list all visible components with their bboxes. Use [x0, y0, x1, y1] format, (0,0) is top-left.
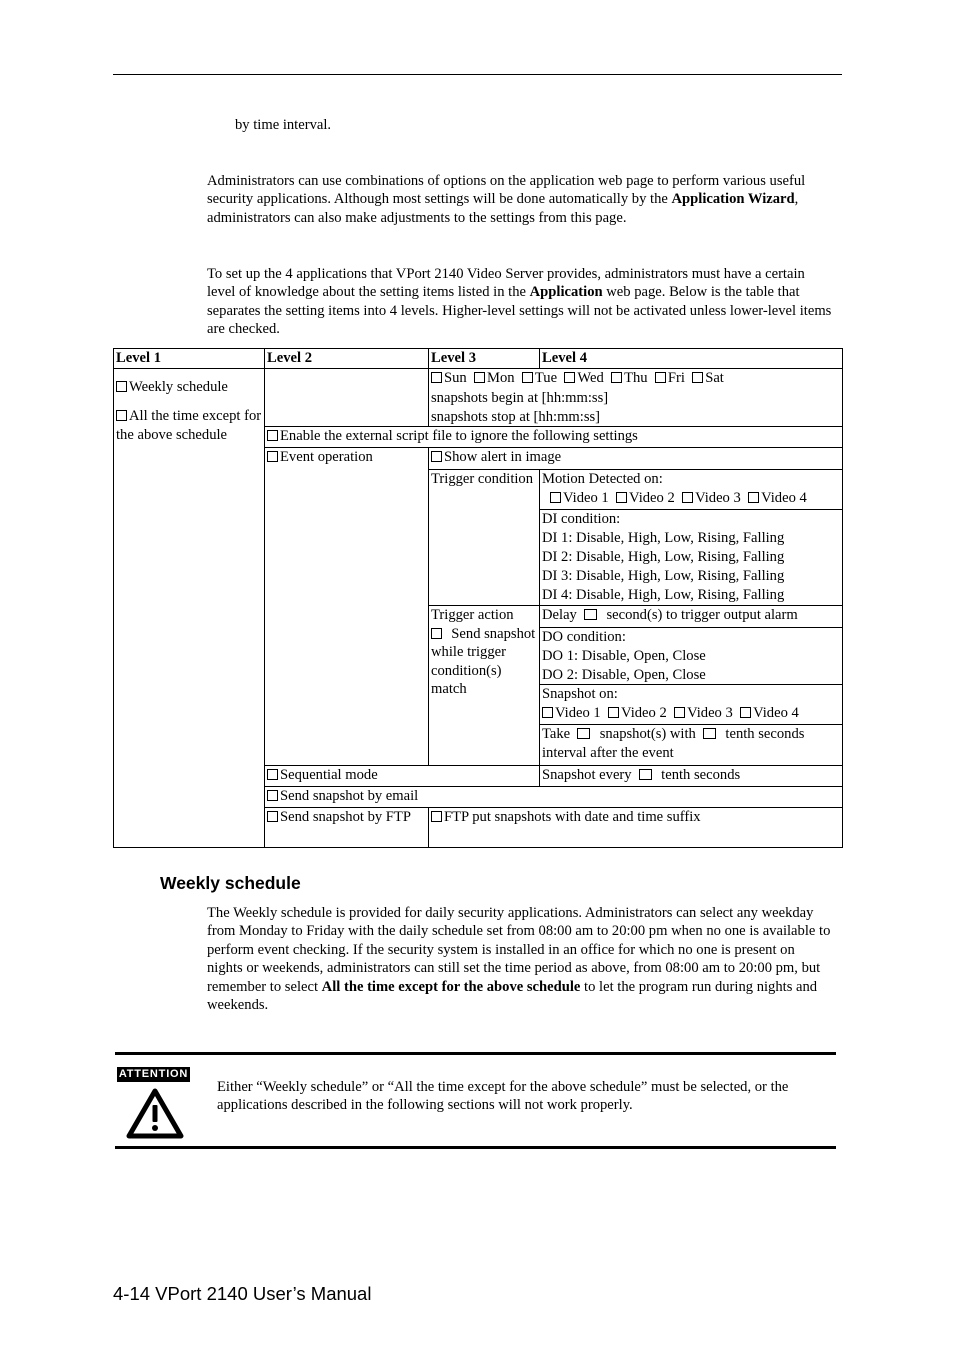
- do-2: DO 2: Disable, Open, Close: [540, 666, 843, 685]
- day-wed[interactable]: Wed: [564, 370, 603, 386]
- snapshot-video-1[interactable]: Video 1: [542, 705, 601, 721]
- ftp-put-option[interactable]: FTP put snapshots with date and time suffix: [429, 808, 843, 848]
- motion-detected-cell: Motion Detected on: Video 1 Video 2 Video 3 Video 4: [540, 470, 843, 510]
- days-cell: [429, 368, 843, 427]
- weekly-schedule-option[interactable]: Weekly schedule: [116, 378, 262, 397]
- paragraph-weekly-schedule: The Weekly schedule is provided for daily security applications. Administrators can select any weekday from Monday to Friday with the daily schedule set from 08:00 am to 20:00 pm when no one is available to perform event checking. If the security system is installed in an office for which no one is present on nights or weekends, administrators can still set the time period as above, from 08:00 am to 20:00 pm, but remember to select All the time except for the above schedule to let the program run during nights and weekends.: [207, 905, 831, 1014]
- di-1: DI 1: Disable, High, Low, Rising, Falling: [540, 529, 843, 548]
- motion-video-4[interactable]: Video 4: [748, 490, 807, 506]
- snapshots-stop: snapshots stop at [hh:mm:ss]: [431, 408, 601, 425]
- delay-cell: Delay second(s) to trigger output alarm: [540, 606, 843, 628]
- do-1: DO 1: Disable, Open, Close: [540, 647, 843, 666]
- snapshot-every-cell: Snapshot every tenth seconds: [540, 766, 843, 787]
- di-title: DI condition:: [540, 510, 843, 529]
- di-4: DI 4: Disable, High, Low, Rising, Falling: [540, 586, 843, 606]
- header-level-3: Level 3: [429, 349, 540, 369]
- take-snapshots-cell: Take snapshot(s) with tenth seconds interval after the event: [540, 725, 843, 766]
- motion-video-2[interactable]: Video 2: [616, 490, 675, 506]
- settings-level-table: [113, 348, 843, 848]
- alltime-option[interactable]: All the time except for the above schedule: [116, 408, 262, 443]
- di-2: DI 2: Disable, High, Low, Rising, Falling: [540, 548, 843, 567]
- header-level-1: Level 1: [114, 349, 265, 369]
- intro-text: by time interval.: [235, 117, 332, 133]
- day-sun[interactable]: Sun: [431, 370, 467, 386]
- header-level-2: Level 2: [265, 349, 429, 369]
- trigger-condition-label: Trigger condition: [429, 470, 540, 606]
- attention-text: Either “Weekly schedule” or “All the time except for the above schedule” must be selected, or the applications described in the following sections will not work properly.: [217, 1079, 789, 1114]
- snapshot-video-4[interactable]: Video 4: [740, 705, 799, 721]
- paragraph-levels: To set up the 4 applications that VPort 2140 Video Server provides, administrators must have a certain level of knowledge about the setting items listed in the Application web page. Below is the table that separates the setting items into 4 levels. Higher-level settings will not be activated unless lower-level items are checked.: [207, 266, 832, 338]
- page-footer: 4-14 VPort 2140 User’s Manual: [113, 1283, 372, 1304]
- alltime-checkbox[interactable]: [116, 410, 127, 421]
- section-heading: Weekly schedule: [160, 873, 301, 893]
- attention-bottom-rule: [115, 1146, 836, 1149]
- do-title: DO condition:: [540, 628, 843, 647]
- header-level-4: Level 4: [540, 349, 843, 369]
- motion-video-1[interactable]: Video 1: [550, 490, 609, 506]
- warning-icon: [126, 1088, 184, 1140]
- delay-input[interactable]: [584, 609, 597, 620]
- day-fri[interactable]: Fri: [655, 370, 685, 386]
- external-script-option[interactable]: Enable the external script file to ignore the following settings: [265, 427, 843, 448]
- snapshots-begin: snapshots begin at [hh:mm:ss]: [431, 390, 609, 406]
- show-alert-option[interactable]: Show alert in image: [429, 448, 843, 470]
- day-thu[interactable]: Thu: [611, 370, 648, 386]
- attention-top-rule: [115, 1052, 836, 1055]
- day-mon[interactable]: Mon: [474, 370, 515, 386]
- empty-cell: [265, 368, 429, 427]
- take-interval-input[interactable]: [703, 728, 716, 739]
- sequential-mode-option[interactable]: Sequential mode: [265, 766, 540, 787]
- send-email-option[interactable]: Send snapshot by email: [265, 787, 843, 808]
- snapshot-on-cell: Snapshot on: Video 1 Video 2 Video 3 Video 4: [540, 685, 843, 725]
- take-count-input[interactable]: [577, 728, 590, 739]
- event-operation-option[interactable]: Event operation: [265, 448, 429, 766]
- level1-cell: [114, 368, 265, 848]
- day-tue[interactable]: Tue: [522, 370, 557, 386]
- paragraph-combinations: Administrators can use combinations of options on the application web page to perform various useful security applications. Although most settings will be done automatically by the Application Wizard, administrators can also make adjustments to the settings from this page.: [207, 173, 806, 226]
- attention-badge: ATTENTION: [118, 1068, 189, 1080]
- snapshot-video-3[interactable]: Video 3: [674, 705, 733, 721]
- weekly-checkbox[interactable]: [116, 381, 127, 392]
- motion-video-3[interactable]: Video 3: [682, 490, 741, 506]
- snapshot-every-input[interactable]: [639, 769, 652, 780]
- snapshot-video-2[interactable]: Video 2: [608, 705, 667, 721]
- send-ftp-option[interactable]: Send snapshot by FTP: [265, 808, 429, 848]
- day-sat[interactable]: Sat: [692, 370, 724, 386]
- di-3: DI 3: Disable, High, Low, Rising, Falling: [540, 567, 843, 586]
- header-rule: [113, 74, 842, 75]
- trigger-action-cell: Trigger action Send snapshot while trigger condition(s) match: [429, 606, 540, 766]
- send-snapshot-while-option[interactable]: Send snapshot while trigger condition(s) match: [431, 625, 536, 697]
